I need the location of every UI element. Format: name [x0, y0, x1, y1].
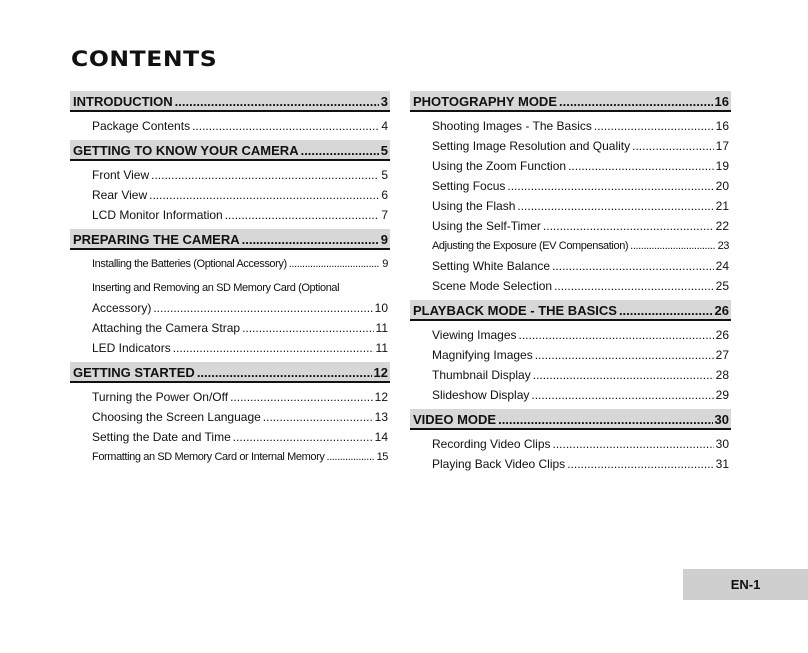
- entry-title: Slideshow Display: [432, 388, 530, 402]
- entry-title: LED Indicators: [92, 341, 171, 355]
- entry-page: 28: [715, 368, 729, 382]
- toc-entry[interactable]: [92, 318, 390, 338]
- entry-title: Using the Flash: [432, 199, 516, 213]
- entry-title: Rear View: [92, 188, 148, 202]
- toc-entry[interactable]: [92, 254, 390, 274]
- toc-entry[interactable]: [432, 156, 731, 176]
- toc-entry[interactable]: [432, 434, 731, 454]
- entry-page: 16: [715, 119, 729, 133]
- section-title: GETTING TO KNOW YOUR CAMERA: [73, 143, 299, 158]
- toc-entry[interactable]: [432, 454, 731, 474]
- entry-page: 11: [375, 321, 388, 335]
- section-page: 16: [714, 94, 729, 109]
- entry-page: 5: [381, 168, 388, 182]
- toc-entry[interactable]: [92, 278, 390, 318]
- entry-title: Setting Image Resolution and Quality: [432, 139, 631, 153]
- section-title: GETTING STARTED: [73, 365, 195, 380]
- section-page: 3: [380, 94, 388, 109]
- entry-page: 24: [715, 259, 729, 273]
- toc-entry[interactable]: [432, 365, 731, 385]
- toc-entry[interactable]: [432, 345, 731, 365]
- toc-section-heading[interactable]: [410, 91, 731, 112]
- page-number-tab: [683, 569, 808, 600]
- entry-page: 13: [374, 410, 388, 424]
- section-title: INTRODUCTION: [73, 94, 173, 109]
- entry-title: Setting Focus: [432, 179, 506, 193]
- entry-page: 7: [381, 208, 388, 222]
- section-page: 9: [380, 232, 388, 247]
- dot-leader: [192, 119, 379, 133]
- dot-leader: [498, 412, 712, 428]
- page-title: CONTENTS: [71, 47, 218, 71]
- toc-entry[interactable]: [92, 387, 390, 407]
- entry-title: LCD Monitor Information: [92, 208, 223, 222]
- dot-leader: [567, 457, 713, 471]
- entry-page: 27: [715, 348, 729, 362]
- toc-entry[interactable]: [92, 205, 390, 225]
- dot-leader: [289, 257, 381, 271]
- toc-section-heading[interactable]: [70, 91, 390, 112]
- dot-leader: [531, 388, 713, 402]
- entry-title: Recording Video Clips: [432, 437, 551, 451]
- page-number: EN-1: [730, 577, 761, 592]
- entry-title-line2: Accessory): [92, 301, 152, 315]
- toc-section-photography: [410, 91, 731, 296]
- entry-page: 30: [715, 437, 729, 451]
- section-page: 5: [380, 143, 388, 158]
- section-title: PREPARING THE CAMERA: [73, 232, 240, 247]
- entry-title: Adjusting the Exposure (EV Compensation): [432, 240, 629, 252]
- dot-leader: [197, 365, 372, 381]
- entry-title: Magnifying Images: [432, 348, 533, 362]
- dot-leader: [554, 279, 714, 293]
- toc-section-preparing: [70, 229, 390, 358]
- dot-leader: [630, 239, 715, 253]
- dot-leader: [632, 139, 714, 153]
- toc-entry[interactable]: [432, 216, 731, 236]
- entry-title: Attaching the Camera Strap: [92, 321, 241, 335]
- toc-section-heading[interactable]: [70, 362, 390, 383]
- section-title: PHOTOGRAPHY MODE: [413, 94, 557, 109]
- dot-leader: [568, 159, 714, 173]
- toc-entry[interactable]: [432, 276, 731, 296]
- toc-section-video: [410, 409, 731, 474]
- entry-page: 4: [381, 119, 388, 133]
- entry-page: 31: [715, 457, 729, 471]
- toc-entry[interactable]: [432, 196, 731, 216]
- dot-leader: [507, 179, 713, 193]
- toc-entry[interactable]: [432, 176, 731, 196]
- section-page: 30: [714, 412, 729, 427]
- dot-leader: [517, 199, 713, 213]
- dot-leader: [326, 450, 374, 464]
- entry-title: Viewing Images: [432, 328, 517, 342]
- dot-leader: [543, 219, 714, 233]
- toc-entry[interactable]: [92, 447, 390, 467]
- entry-title: Package Contents: [92, 119, 191, 133]
- toc-section-heading[interactable]: [410, 409, 731, 430]
- entry-page: 26: [715, 328, 729, 342]
- section-page: 26: [714, 303, 729, 318]
- dot-leader: [559, 94, 713, 110]
- entry-page: 29: [715, 388, 729, 402]
- toc-section-introduction: [70, 91, 390, 136]
- dot-leader: [233, 430, 373, 444]
- toc-section-heading[interactable]: [70, 229, 390, 250]
- dot-leader: [242, 232, 379, 248]
- dot-leader: [535, 348, 714, 362]
- toc-entry[interactable]: [92, 427, 390, 447]
- dot-leader: [263, 410, 373, 424]
- entry-page: 20: [715, 179, 729, 193]
- dot-leader: [552, 259, 714, 273]
- entry-page: 23: [717, 240, 729, 252]
- dot-leader: [225, 208, 380, 222]
- toc-entry[interactable]: [432, 236, 731, 256]
- toc-section-getting-started: [70, 362, 390, 467]
- entry-title: Thumbnail Display: [432, 368, 531, 382]
- entry-page: 19: [715, 159, 729, 173]
- entry-title: Setting the Date and Time: [92, 430, 231, 444]
- entry-page: 17: [715, 139, 729, 153]
- entry-title: Shooting Images - The Basics: [432, 119, 592, 133]
- dot-leader: [230, 390, 373, 404]
- toc-entry[interactable]: [432, 385, 731, 405]
- entry-title: Installing the Batteries (Optional Accessory): [92, 258, 287, 270]
- entry-page: 14: [374, 430, 388, 444]
- dot-leader: [149, 188, 379, 202]
- entry-title: Scene Mode Selection: [432, 279, 553, 293]
- dot-leader: [619, 303, 713, 319]
- entry-page: 25: [715, 279, 729, 293]
- toc-entry[interactable]: [432, 136, 731, 156]
- toc-entry[interactable]: [92, 338, 390, 358]
- toc-section-getting-to-know: [70, 140, 390, 225]
- dot-leader: [242, 321, 373, 335]
- entry-page: 11: [375, 341, 388, 355]
- toc-entry[interactable]: [92, 185, 390, 205]
- entry-title: Setting White Balance: [432, 259, 551, 273]
- entry-title-line1: Inserting and Removing an SD Memory Card (Optional: [92, 282, 340, 294]
- toc-entry[interactable]: [92, 116, 390, 136]
- section-page: 12: [373, 365, 388, 380]
- dot-leader: [173, 341, 374, 355]
- entry-title: Turning the Power On/Off: [92, 390, 229, 404]
- entry-title-line2-row: [92, 298, 390, 318]
- toc-entry[interactable]: [92, 165, 390, 185]
- toc-entry[interactable]: [92, 407, 390, 427]
- dot-leader: [301, 143, 379, 159]
- entry-title: Formatting an SD Memory Card or Internal Memory: [92, 451, 325, 463]
- toc-section-heading[interactable]: [410, 300, 731, 321]
- toc-left-column: [70, 91, 390, 471]
- section-title: PLAYBACK MODE - THE BASICS: [413, 303, 617, 318]
- toc-entry[interactable]: [432, 325, 731, 345]
- dot-leader: [153, 301, 372, 315]
- entry-page: 10: [374, 301, 388, 315]
- dot-leader: [533, 368, 714, 382]
- entry-title: Choosing the Screen Language: [92, 410, 261, 424]
- toc-section-playback: [410, 300, 731, 405]
- dot-leader: [594, 119, 714, 133]
- entry-page: 6: [381, 188, 388, 202]
- dot-leader: [151, 168, 379, 182]
- entry-page: 12: [374, 390, 388, 404]
- entry-page: 9: [382, 258, 388, 270]
- toc-right-column: [410, 91, 731, 478]
- toc-section-heading[interactable]: [70, 140, 390, 161]
- entry-page: 21: [715, 199, 729, 213]
- entry-title: Using the Self-Timer: [432, 219, 541, 233]
- entry-title: Playing Back Video Clips: [432, 457, 566, 471]
- dot-leader: [175, 94, 379, 110]
- entry-title: Using the Zoom Function: [432, 159, 567, 173]
- toc-entry[interactable]: [432, 256, 731, 276]
- entry-page: 22: [715, 219, 729, 233]
- entry-title: Front View: [92, 168, 150, 182]
- entry-page: 15: [376, 451, 388, 463]
- dot-leader: [553, 437, 714, 451]
- section-title: VIDEO MODE: [413, 412, 497, 427]
- toc-entry[interactable]: [432, 116, 731, 136]
- dot-leader: [519, 328, 714, 342]
